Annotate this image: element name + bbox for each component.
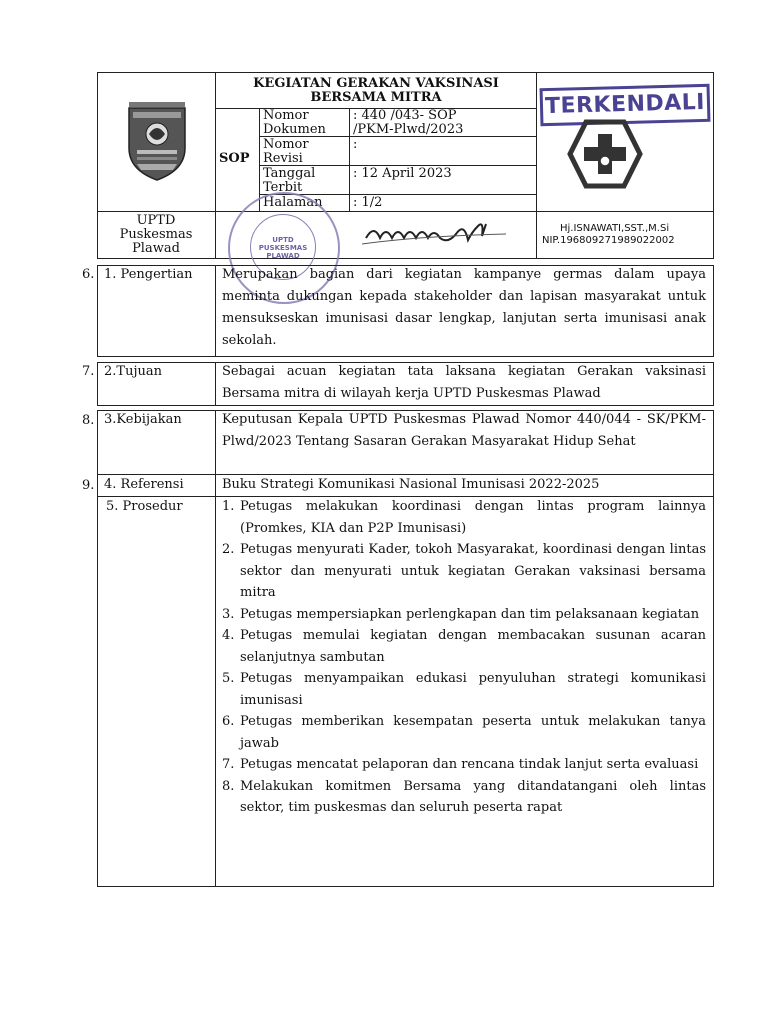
stamp-text: UPTD PUSKESMAS PLAWAD bbox=[258, 236, 308, 260]
procedure-step: 2. Petugas menyurati Kader, tokoh Masyarakat, koordinasi dengan lintas sektor dan menyurati untuk kegiatan Gerakan vaksinasi bersama mitra bbox=[222, 542, 706, 600]
header-divider bbox=[259, 108, 260, 211]
organization-name: UPTD Puskesmas Plawad bbox=[119, 213, 193, 256]
procedure-step: 6. Petugas memberikan kesempatan peserta untuk melakukan tanya jawab bbox=[222, 714, 706, 751]
header-divider bbox=[536, 72, 537, 259]
issue-date-label: Tanggal Terbit bbox=[263, 166, 316, 195]
procedure-steps bbox=[218, 496, 706, 819]
signer-info: Hj.ISNAWATI,SST.,M.Si NIP.196809271989022002 bbox=[542, 223, 675, 246]
section-label: 4. Referensi bbox=[104, 477, 184, 492]
regency-emblem-icon bbox=[125, 100, 189, 182]
section-label: 1. Pengertian bbox=[104, 267, 193, 282]
revision-value: : bbox=[353, 137, 358, 152]
procedure-step: 5. Petugas menyampaikan edukasi penyuluhan strategi komunikasi imunisasi bbox=[222, 671, 706, 708]
section-label: 5. Prosedur bbox=[106, 499, 183, 514]
procedure-step: 7. Petugas mencatat pelaporan dan rencana tindak lanjut serta evaluasi bbox=[222, 757, 699, 772]
document-title: KEGIATAN GERAKAN VAKSINASI BERSAMA MITRA bbox=[253, 76, 499, 105]
header-divider bbox=[97, 211, 714, 212]
controlled-stamp: TERKENDALI bbox=[540, 84, 711, 126]
doc-number-value: : 440 /043- SOP /PKM-Plwd/2023 bbox=[353, 108, 464, 137]
section-text: Sebagai acuan kegiatan tata laksana kegiatan Gerakan vaksinasi Bersama mitra di wilayah kerja UPTD Puskesmas Plawad bbox=[222, 364, 706, 401]
procedure-step: 8. Melakukan komitmen Bersama yang ditandatangani oleh lintas sektor, tim puskesmas dan seluruh peserta rapat bbox=[222, 778, 706, 815]
sop-label: SOP bbox=[219, 151, 250, 166]
section-text: Keputusan Kepala UPTD Puskesmas Plawad Nomor 440/044 - SK/PKM-Plwd/2023 Tentang Sasaran Gerakan Masyarakat Hidup Sehat bbox=[222, 412, 706, 449]
page-value: : 1/2 bbox=[353, 195, 383, 210]
signature-graphic bbox=[360, 214, 510, 254]
section-label: 3.Kebijakan bbox=[104, 412, 182, 427]
procedure-step: 4. Petugas memulai kegiatan dengan membacakan susunan acaran selanjutnya sambutan bbox=[222, 628, 706, 665]
section-label: 2.Tujuan bbox=[104, 364, 162, 379]
section-text: Merupakan bagian dari kegiatan kampanye germas dalam upaya meminta dukungan kepada stakeholder dan lapisan masyarakat untuk mensukseskan imunisasi dasar lengkap, lanjutan serta imunisasi anak sekolah. bbox=[222, 267, 706, 348]
doc-number-label: Nomor Dokumen bbox=[263, 108, 326, 137]
row-number: 6. bbox=[82, 267, 95, 282]
medical-cross-icon bbox=[566, 118, 644, 190]
section-text: Buku Strategi Komunikasi Nasional Imunisasi 2022-2025 bbox=[222, 477, 600, 492]
row-number: 7. bbox=[82, 364, 95, 379]
issue-date-value: : 12 April 2023 bbox=[353, 166, 452, 181]
row-number: 8. bbox=[82, 413, 95, 428]
revision-label: Nomor Revisi bbox=[263, 137, 309, 166]
header-divider bbox=[349, 108, 350, 211]
row-number: 9. bbox=[82, 478, 95, 493]
procedure-step: 3. Petugas mempersiapkan perlengkapan dan tim pelaksanaan kegiatan bbox=[222, 606, 700, 622]
section-label-cell bbox=[97, 496, 216, 887]
page-label: Halaman bbox=[263, 195, 323, 210]
procedure-step: 1. Petugas melakukan koordinasi dengan lintas program lainnya (Promkes, KIA dan P2P Imunisasi) bbox=[222, 499, 706, 536]
